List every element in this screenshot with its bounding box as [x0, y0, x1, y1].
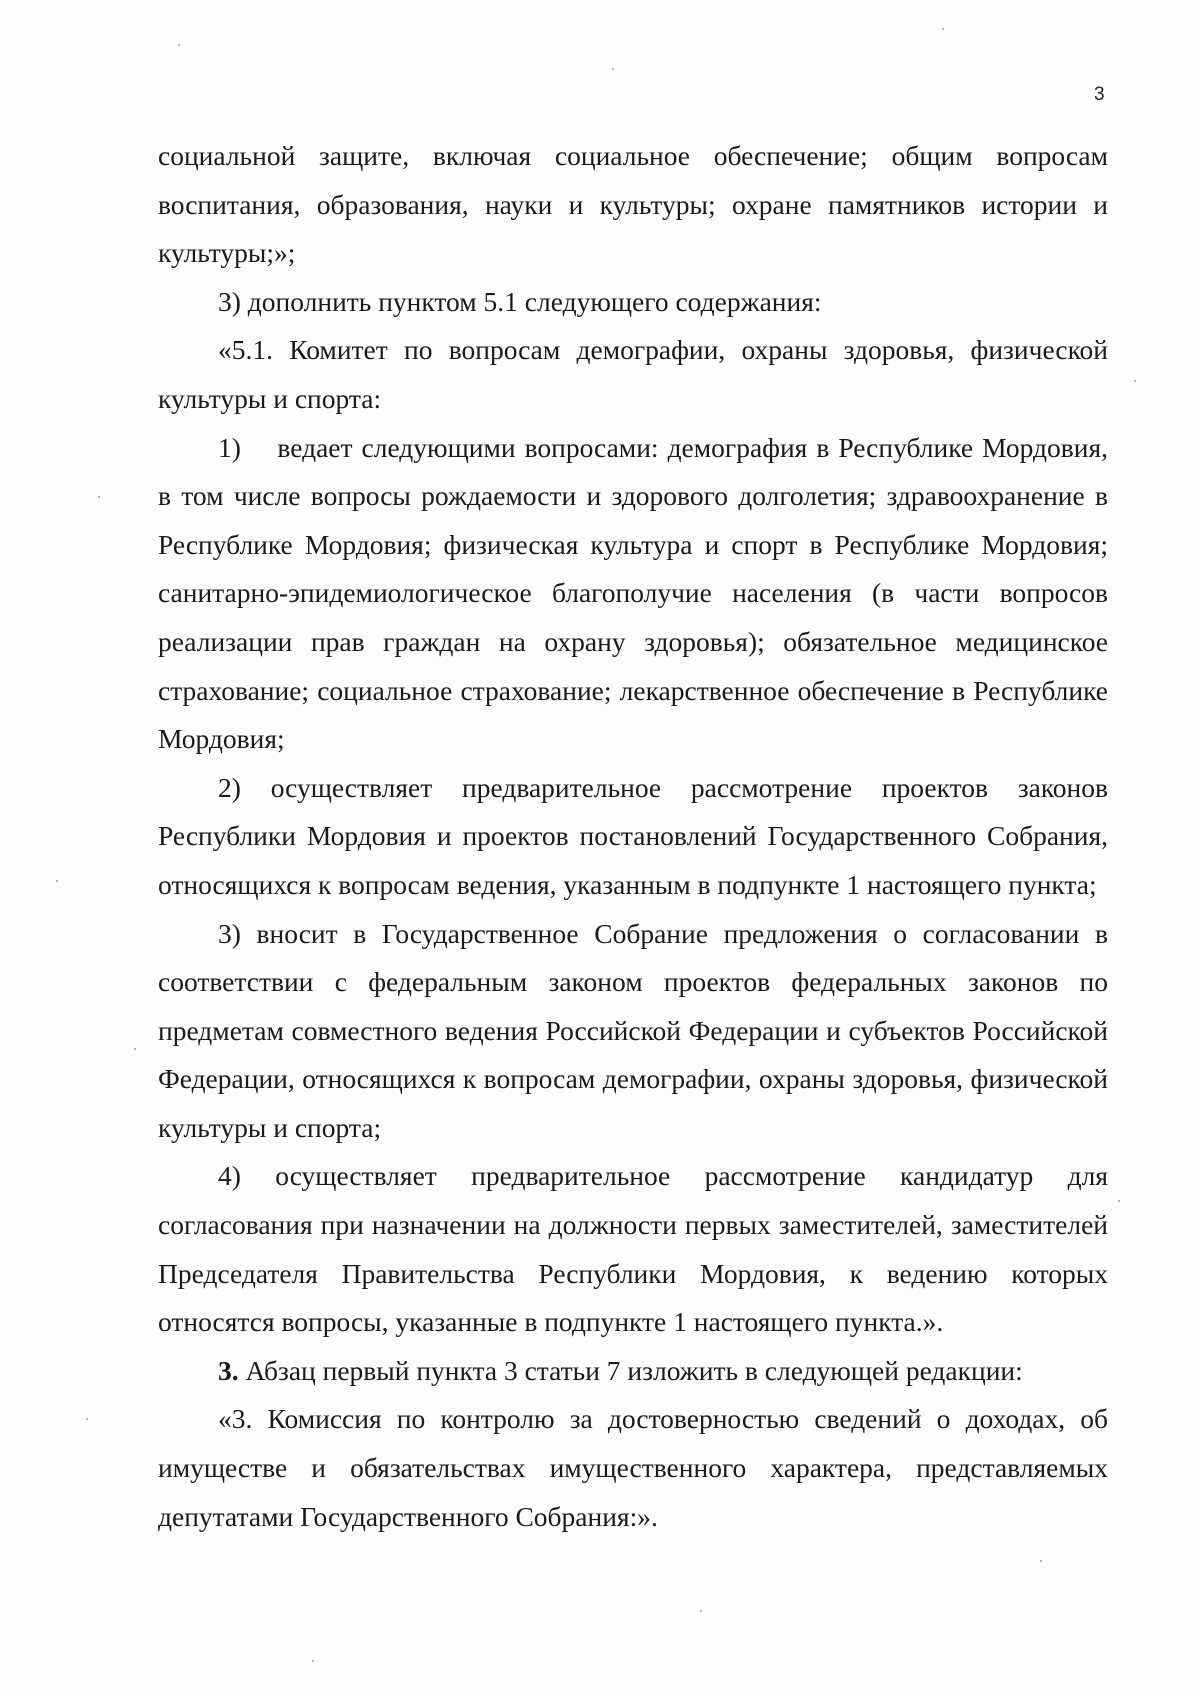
scan-speck [612, 68, 614, 70]
scan-speck [98, 496, 100, 498]
paragraph-text: 1) ведает следующими вопросами: демография в Республике Мордовия, в том числе вопросы рождаемости и здорового долголетия; здравоохранение в Республике Мордовия; физическая культура и спорт в Республике Мордовия; санитарно-эпидемиологическое благополучие населения (в части вопросов реализации прав граждан на охрану здоровья); обязательное медицинское страхование; социальное страхование; лекарственное обеспечение в Республике Мордовия; [158, 431, 1108, 755]
paragraph-text: 2) осуществляет предварительное рассмотрение проектов законов Республики Мордовия и проектов постановлений Государственного Собрания, относящихся к вопросам ведения, указанным в подпункте 1 настоящего пункта; [158, 771, 1108, 900]
scan-speck [942, 28, 944, 30]
page-number: 3 [1094, 84, 1105, 105]
paragraph-8 [158, 1347, 1108, 1396]
paragraph-text: «5.1. Комитет по вопросам демографии, охраны здоровья, физической культуры и спорта: [158, 334, 1108, 414]
scan-speck [134, 1048, 136, 1050]
scan-speck [86, 1418, 88, 1420]
paragraph-text: «3. Комиссия по контролю за достоверностью сведений о доходах, об имуществе и обязательствах имущественного характера, представляемых депутатами Государственного Собрания:». [158, 1403, 1108, 1532]
paragraph-3 [158, 326, 1108, 423]
scan-speck [1040, 1560, 1042, 1562]
paragraph-text: Абзац первый пункта 3 статьи 7 изложить в следующей редакции: [238, 1354, 1023, 1386]
scan-speck [1118, 1200, 1120, 1202]
paragraph-7 [158, 1152, 1108, 1346]
scan-speck [700, 1610, 702, 1612]
paragraph-5 [158, 764, 1108, 910]
paragraph-text: социальной защите, включая социальное обеспечение; общим вопросам воспитания, образования, науки и культуры; охране памятников истории и культуры;»; [158, 140, 1108, 269]
scan-speck [178, 44, 180, 46]
scan-speck [1134, 380, 1136, 382]
paragraph-2 [158, 278, 1108, 327]
paragraph-text: 3) дополнить пунктом 5.1 следующего содержания: [218, 285, 822, 317]
paragraph-text: 4) осуществляет предварительное рассмотрение кандидатур для согласования при назначении на должности первых заместителей, заместителей Председателя Правительства Республики Мордовия, к ведению которых относятся вопросы, указанные в подпункте 1 настоящего пункта.». [158, 1160, 1108, 1338]
scan-speck [56, 880, 58, 882]
paragraph-6 [158, 910, 1108, 1153]
paragraph-lead-number: 3. [218, 1354, 239, 1386]
paragraph-1 [158, 132, 1108, 278]
paragraph-9 [158, 1395, 1108, 1541]
document-body [158, 132, 1108, 1541]
scan-speck [312, 1660, 314, 1662]
paragraph-4 [158, 424, 1108, 764]
paragraph-text: 3) вносит в Государственное Собрание предложения о согласовании в соответствии с федеральным законом проектов федеральных законов по предметам совместного ведения Российской Федерации и субъектов Российской Федерации, относящихся к вопросам демографии, охраны здоровья, физической культуры и спорта; [158, 917, 1108, 1143]
